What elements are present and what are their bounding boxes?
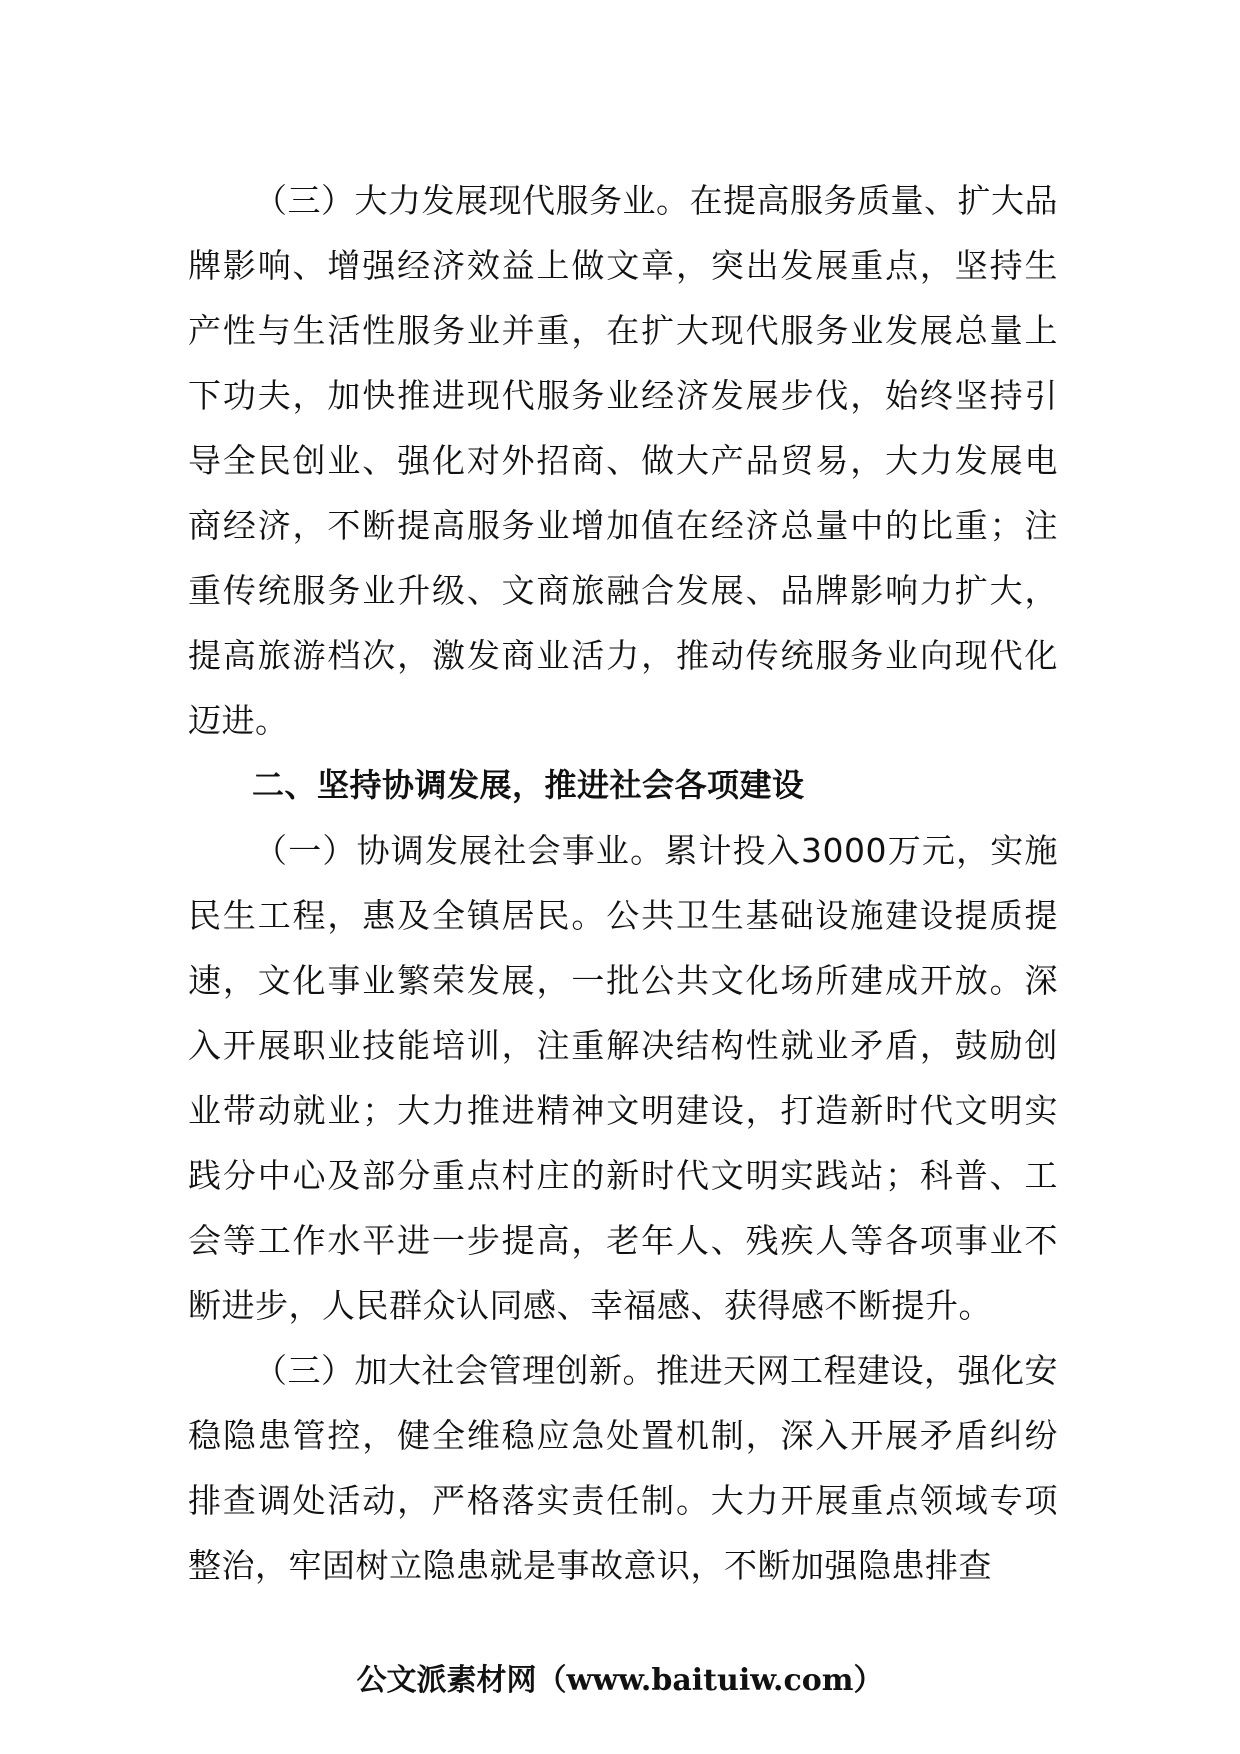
footer-source: 公文派素材网（www.baituiw.com）: [356, 1663, 884, 1698]
document-body: [188, 168, 1058, 1598]
paragraph-social-management: （三）加大社会管理创新。推进天网工程建设，强化安稳隐患管控，健全维稳应急处置机制，深入开展矛盾纠纷排查调处活动，严格落实责任制。大力开展重点领域专项整治，牢固树立隐患就是事故意识，不断加强隐患排查: [188, 1351, 1058, 1585]
paragraph-social-undertakings: （一）协调发展社会事业。累计投入3000万元，实施民生工程，惠及全镇居民。公共卫生基础设施建设提质提速，文化事业繁荣发展，一批公共文化场所建成开放。深入开展职业技能培训，注重解决结构性就业矛盾，鼓励创业带动就业；大力推进精神文明建设，打造新时代文明实践分中心及部分重点村庄的新时代文明实践站；科普、工会等工作水平进一步提高，老年人、残疾人等各项事业不断进步，人民群众认同感、幸福感、获得感不断提升。: [188, 831, 1058, 1325]
section-heading-coordinated-development: 二、坚持协调发展，推进社会各项建设: [252, 766, 805, 804]
paragraph-modern-services: （三）大力发展现代服务业。在提高服务质量、扩大品牌影响、增强经济效益上做文章，突出发展重点，坚持生产性与生活性服务业并重，在扩大现代服务业发展总量上下功夫，加快推进现代服务业经济发展步伐，始终坚持引导全民创业、强化对外招商、做大产品贸易，大力发展电商经济，不断提高服务业增加值在经济总量中的比重；注重传统服务业升级、文商旅融合发展、品牌影响力扩大，提高旅游档次，激发商业活力，推动传统服务业向现代化迈进。: [188, 181, 1058, 740]
